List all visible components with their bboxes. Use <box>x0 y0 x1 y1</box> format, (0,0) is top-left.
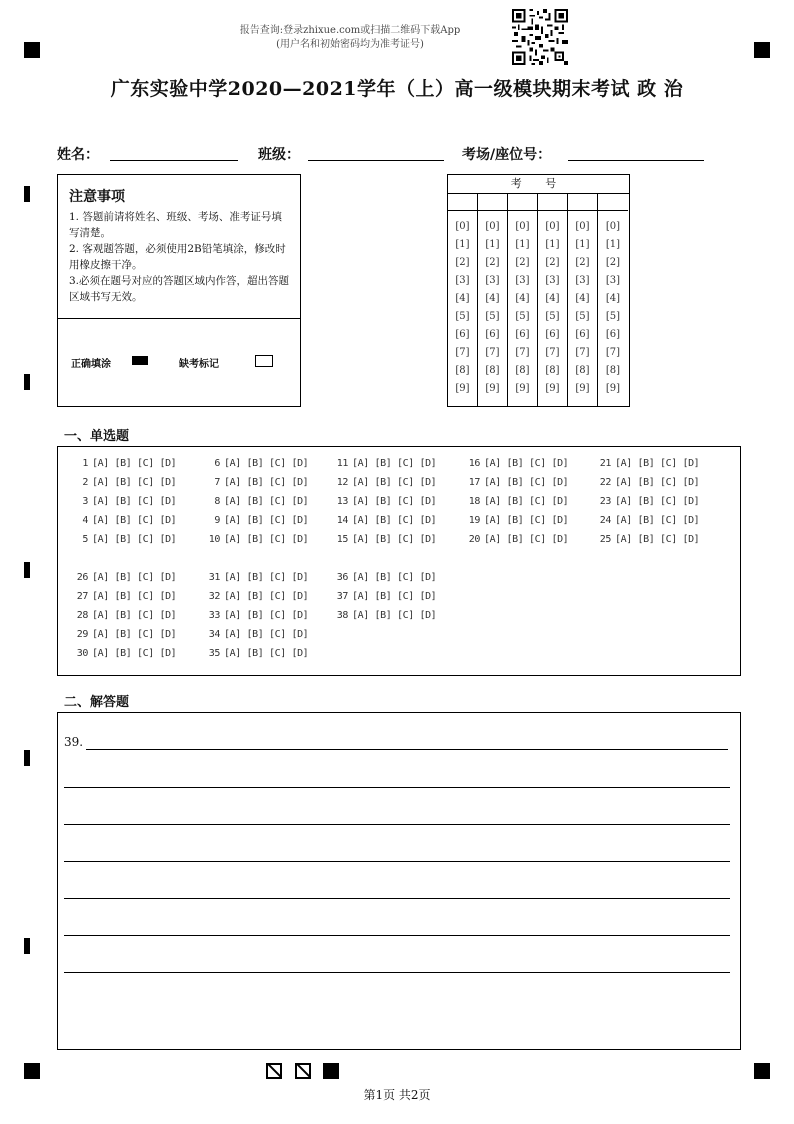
question-number: 34 <box>208 629 220 640</box>
answer-bubbles[interactable]: [A] [B] [C] [D] <box>92 610 177 621</box>
choice-question-row <box>208 534 308 545</box>
exam-digit-bubble[interactable]: [8] <box>605 365 621 376</box>
exam-digit-bubble[interactable]: [3] <box>605 275 621 286</box>
exam-digit-bubble[interactable]: [4] <box>455 293 470 304</box>
choice-question-row <box>208 515 308 526</box>
notice-divider <box>58 318 300 319</box>
answer-bubbles[interactable]: [A] [B] [C] [D] <box>92 534 177 545</box>
exam-digit-bubble[interactable]: [6] <box>575 329 590 340</box>
question-number: 12 <box>336 477 348 488</box>
question-number: 38 <box>336 610 348 621</box>
exam-digit-bubble[interactable]: [4] <box>605 293 621 304</box>
question-number: 35 <box>208 648 220 659</box>
answer-bubbles[interactable]: [A] [B] [C] [D] <box>352 458 437 469</box>
question-number: 4 <box>82 515 88 526</box>
answer-bubbles[interactable]: [A] [B] [C] [D] <box>352 591 437 602</box>
name-label: 姓名： <box>57 147 99 163</box>
timing-mark <box>24 374 30 390</box>
question-number: 27 <box>76 591 88 602</box>
exam-digit-bubble[interactable]: [0] <box>485 221 500 232</box>
exam-number-column <box>568 194 598 406</box>
answer-bubbles[interactable]: [A] [B] [C] [D] <box>352 610 437 621</box>
exam-digit-bubble[interactable]: [1] <box>485 239 500 250</box>
choice-question-row <box>336 591 436 602</box>
question-number: 1 <box>82 458 88 469</box>
question-number: 32 <box>208 591 220 602</box>
page-marker-box <box>323 1063 339 1079</box>
choice-question-row <box>76 629 176 640</box>
exam-number-column <box>538 194 568 406</box>
exam-digit-bubble[interactable]: [2] <box>545 257 560 268</box>
seat-label: 考场/座位号： <box>462 147 552 163</box>
section1-title: 一、单选题 <box>64 429 130 444</box>
exam-digit-bubble[interactable]: [6] <box>485 329 500 340</box>
exam-digit-bubble[interactable]: [7] <box>575 347 590 358</box>
essay-answer-area[interactable] <box>57 712 741 1050</box>
question-number: 20 <box>468 534 480 545</box>
question-number: 15 <box>336 534 348 545</box>
choice-question-row <box>599 515 699 526</box>
answer-bubbles[interactable]: [A] [B] [C] [D] <box>224 591 309 602</box>
exam-digit-bubble[interactable]: [5] <box>575 311 590 322</box>
correct-fill-label: 正确填涂 <box>71 359 111 370</box>
exam-digit-bubble[interactable]: [9] <box>575 383 590 394</box>
question-number: 8 <box>214 496 220 507</box>
notice-box <box>57 174 301 407</box>
qr-code-icon[interactable] <box>512 9 568 65</box>
question-number: 6 <box>214 458 220 469</box>
exam-digit-bubble[interactable]: [0] <box>545 221 560 232</box>
question-number: 9 <box>214 515 220 526</box>
answer-line[interactable] <box>64 787 730 788</box>
answer-bubbles[interactable]: [A] [B] [C] [D] <box>92 572 177 583</box>
login-hint-note: (用户名和初始密码均为准考证号) <box>276 39 424 50</box>
answer-bubbles[interactable]: [A] [B] [C] [D] <box>484 477 569 488</box>
answer-bubbles[interactable]: [A] [B] [C] [D] <box>224 648 309 659</box>
notice-item: 3.必须在题号对应的答题区域内作答，超出答题区域书写无效。 <box>69 275 290 303</box>
choice-question-row <box>336 477 436 488</box>
exam-digit-bubble[interactable]: [5] <box>545 311 560 322</box>
answer-bubbles[interactable]: [A] [B] [C] [D] <box>615 477 700 488</box>
question-number: 13 <box>336 496 348 507</box>
question-number: 7 <box>214 477 220 488</box>
exam-digit-bubble[interactable]: [2] <box>575 257 590 268</box>
exam-digit-bubble[interactable]: [4] <box>545 293 560 304</box>
page-marker-box <box>295 1063 311 1079</box>
question-number: 29 <box>76 629 88 640</box>
answer-bubbles[interactable]: [A] [B] [C] [D] <box>615 515 700 526</box>
answer-bubbles[interactable]: [A] [B] [C] [D] <box>224 629 309 640</box>
answer-bubbles[interactable]: [A] [B] [C] [D] <box>484 534 569 545</box>
choice-question-row <box>208 496 308 507</box>
notice-item: 2. 客观题答题，必须使用2B铅笔填涂，修改时用橡皮擦干净。 <box>69 243 286 271</box>
exam-digit-bubble[interactable]: [7] <box>485 347 500 358</box>
report-query-note: 报告查询:登录zhixue.com或扫描二维码下载App <box>239 25 461 36</box>
question-number: 30 <box>76 648 88 659</box>
choice-question-row <box>468 458 568 469</box>
exam-digit-bubble[interactable]: [8] <box>455 365 470 376</box>
exam-digit-bubble[interactable]: [0] <box>455 221 470 232</box>
exam-digit-bubble[interactable]: [2] <box>455 257 470 268</box>
exam-digit-bubble[interactable]: [9] <box>605 383 621 394</box>
question-number: 36 <box>336 572 348 583</box>
exam-digit-bubble[interactable]: [0] <box>515 221 530 232</box>
choice-question-row <box>76 534 176 545</box>
choice-question-row <box>208 648 308 659</box>
question-39-number: 39. <box>64 735 84 749</box>
answer-bubbles[interactable]: [A] [B] [C] [D] <box>224 610 309 621</box>
exam-number-column <box>478 194 508 406</box>
question-number: 24 <box>599 515 611 526</box>
choice-question-row <box>468 515 568 526</box>
exam-number-write-cell[interactable] <box>538 194 567 211</box>
answer-bubbles[interactable]: [A] [B] [C] [D] <box>224 496 309 507</box>
answer-bubbles[interactable]: [A] [B] [C] [D] <box>352 515 437 526</box>
exam-number-write-cell[interactable] <box>448 194 477 211</box>
exam-digit-bubble[interactable]: [4] <box>515 293 530 304</box>
exam-number-write-cell[interactable] <box>598 194 628 211</box>
exam-digit-bubble[interactable]: [1] <box>605 239 621 250</box>
choice-question-row <box>336 610 436 621</box>
exam-digit-bubble[interactable]: [7] <box>605 347 621 358</box>
exam-number-grid <box>447 174 630 407</box>
choice-question-row <box>76 591 176 602</box>
choice-question-row <box>208 629 308 640</box>
answer-bubbles[interactable]: [A] [B] [C] [D] <box>352 477 437 488</box>
notice-title: 注意事项 <box>69 189 125 205</box>
choice-question-row <box>468 496 568 507</box>
choice-question-row <box>76 458 176 469</box>
exam-digit-bubble[interactable]: [9] <box>455 383 470 394</box>
answer-bubbles[interactable]: [A] [B] [C] [D] <box>92 458 177 469</box>
answer-line[interactable] <box>64 824 730 825</box>
answer-bubbles[interactable]: [A] [B] [C] [D] <box>484 458 569 469</box>
choice-question-row <box>208 572 308 583</box>
question-number: 11 <box>336 458 348 469</box>
exam-digit-bubble[interactable]: [6] <box>455 329 470 340</box>
question-number: 14 <box>336 515 348 526</box>
exam-digit-bubble[interactable]: [0] <box>575 221 590 232</box>
choice-question-row <box>76 610 176 621</box>
exam-digit-bubble[interactable]: [3] <box>575 275 590 286</box>
question-number: 33 <box>208 610 220 621</box>
exam-digit-bubble[interactable]: [7] <box>545 347 560 358</box>
section2-title: 二、解答题 <box>64 695 130 710</box>
name-field[interactable] <box>110 160 238 161</box>
absent-mark-label: 缺考标记 <box>179 359 219 370</box>
exam-number-column <box>598 194 628 406</box>
exam-number-write-cell[interactable] <box>478 194 507 211</box>
answer-bubbles[interactable]: [A] [B] [C] [D] <box>224 572 309 583</box>
exam-number-write-cell[interactable] <box>568 194 597 211</box>
timing-mark <box>24 938 30 954</box>
exam-digit-bubble[interactable]: [3] <box>545 275 560 286</box>
answer-line[interactable] <box>64 898 730 899</box>
choice-question-row <box>468 534 568 545</box>
question-number: 25 <box>599 534 611 545</box>
answer-bubbles[interactable]: [A] [B] [C] [D] <box>615 534 700 545</box>
answer-line[interactable] <box>64 935 730 936</box>
class-label: 班级： <box>258 147 300 163</box>
exam-digit-bubble[interactable]: [6] <box>515 329 530 340</box>
choice-question-row <box>208 477 308 488</box>
answer-bubbles[interactable]: [A] [B] [C] [D] <box>224 515 309 526</box>
question-number: 26 <box>76 572 88 583</box>
exam-digit-bubble[interactable]: [4] <box>575 293 590 304</box>
page-marker-box <box>266 1063 282 1079</box>
choice-question-row <box>336 515 436 526</box>
question-number: 5 <box>82 534 88 545</box>
choice-question-row <box>599 458 699 469</box>
class-field[interactable] <box>308 160 444 161</box>
question-number: 10 <box>208 534 220 545</box>
answer-bubbles[interactable]: [A] [B] [C] [D] <box>224 477 309 488</box>
seat-field[interactable] <box>568 160 704 161</box>
choice-question-row <box>76 477 176 488</box>
exam-digit-bubble[interactable]: [9] <box>485 383 500 394</box>
question-number: 31 <box>208 572 220 583</box>
choice-question-row <box>468 477 568 488</box>
answer-bubbles[interactable]: [A] [B] [C] [D] <box>615 496 700 507</box>
question-number: 23 <box>599 496 611 507</box>
choice-question-row <box>76 648 176 659</box>
question-number: 37 <box>336 591 348 602</box>
answer-bubbles[interactable]: [A] [B] [C] [D] <box>92 477 177 488</box>
answer-bubbles[interactable]: [A] [B] [C] [D] <box>484 515 569 526</box>
choice-question-row <box>336 496 436 507</box>
exam-digit-bubble[interactable]: [5] <box>605 311 621 322</box>
exam-digit-bubble[interactable]: [8] <box>575 365 590 376</box>
notice-item: 1. 答题前请将姓名、班级、考场、准考证号填写清楚。 <box>69 211 282 239</box>
answer-bubbles[interactable]: [A] [B] [C] [D] <box>92 496 177 507</box>
choice-question-row <box>76 572 176 583</box>
exam-number-title: 考 号 <box>448 175 629 194</box>
exam-digit-bubble[interactable]: [6] <box>545 329 560 340</box>
answer-bubbles[interactable]: [A] [B] [C] [D] <box>484 496 569 507</box>
timing-mark <box>24 750 30 766</box>
question-number: 18 <box>468 496 480 507</box>
answer-bubbles[interactable]: [A] [B] [C] [D] <box>92 629 177 640</box>
exam-digit-bubble[interactable]: [4] <box>485 293 500 304</box>
exam-digit-bubble[interactable]: [0] <box>605 221 621 232</box>
answer-bubbles[interactable]: [A] [B] [C] [D] <box>224 534 309 545</box>
choice-question-row <box>336 534 436 545</box>
question-number: 3 <box>82 496 88 507</box>
question-number: 17 <box>468 477 480 488</box>
exam-number-column <box>508 194 538 406</box>
answer-bubbles[interactable]: [A] [B] [C] [D] <box>92 648 177 659</box>
question-number: 2 <box>82 477 88 488</box>
exam-digit-bubble[interactable]: [8] <box>515 365 530 376</box>
exam-digit-bubble[interactable]: [1] <box>455 239 470 250</box>
exam-digit-bubble[interactable]: [2] <box>605 257 621 268</box>
absent-mark-checkbox[interactable] <box>255 355 273 367</box>
corner-mark-bottom-left <box>24 1063 40 1079</box>
corner-mark-top-right <box>754 42 770 58</box>
page-title: 广东实验中学2020—2021学年（上）高一级模块期末考试 政 治 <box>110 78 684 100</box>
answer-bubbles[interactable]: [A] [B] [C] [D] <box>92 591 177 602</box>
question-number: 19 <box>468 515 480 526</box>
exam-digit-bubble[interactable]: [5] <box>485 311 500 322</box>
exam-digit-bubble[interactable]: [6] <box>605 329 621 340</box>
choice-question-row <box>76 515 176 526</box>
exam-digit-bubble[interactable]: [3] <box>515 275 530 286</box>
answer-bubbles[interactable]: [A] [B] [C] [D] <box>224 458 309 469</box>
exam-digit-bubble[interactable]: [1] <box>545 239 560 250</box>
exam-number-write-cell[interactable] <box>508 194 537 211</box>
exam-digit-bubble[interactable]: [1] <box>575 239 590 250</box>
answer-bubbles[interactable]: [A] [B] [C] [D] <box>615 458 700 469</box>
exam-digit-bubble[interactable]: [9] <box>545 383 560 394</box>
exam-digit-bubble[interactable]: [7] <box>455 347 470 358</box>
choice-answer-area <box>57 446 741 676</box>
exam-digit-bubble[interactable]: [9] <box>515 383 530 394</box>
exam-digit-bubble[interactable]: [3] <box>485 275 500 286</box>
exam-digit-bubble[interactable]: [7] <box>515 347 530 358</box>
corner-mark-bottom-right <box>754 1063 770 1079</box>
exam-number-column <box>448 194 478 406</box>
exam-digit-bubble[interactable]: [8] <box>485 365 500 376</box>
choice-question-row <box>599 477 699 488</box>
exam-digit-bubble[interactable]: [1] <box>515 239 530 250</box>
question-number: 16 <box>468 458 480 469</box>
timing-mark <box>24 562 30 578</box>
question-number: 28 <box>76 610 88 621</box>
page-number: 第1页 共2页 <box>363 1088 431 1102</box>
exam-digit-bubble[interactable]: [3] <box>455 275 470 286</box>
exam-digit-bubble[interactable]: [2] <box>515 257 530 268</box>
answer-bubbles[interactable]: [A] [B] [C] [D] <box>352 534 437 545</box>
answer-bubbles[interactable]: [A] [B] [C] [D] <box>352 496 437 507</box>
exam-digit-bubble[interactable]: [5] <box>515 311 530 322</box>
answer-line[interactable] <box>86 749 728 750</box>
corner-mark-top-left <box>24 42 40 58</box>
choice-question-row <box>208 591 308 602</box>
question-number: 21 <box>599 458 611 469</box>
answer-line[interactable] <box>64 972 730 973</box>
choice-question-row <box>208 458 308 469</box>
exam-digit-bubble[interactable]: [2] <box>485 257 500 268</box>
choice-question-row <box>208 610 308 621</box>
answer-bubbles[interactable]: [A] [B] [C] [D] <box>92 515 177 526</box>
timing-mark <box>24 186 30 202</box>
exam-digit-bubble[interactable]: [5] <box>455 311 470 322</box>
choice-question-row <box>336 572 436 583</box>
choice-question-row <box>336 458 436 469</box>
correct-fill-sample <box>132 356 148 365</box>
choice-question-row <box>76 496 176 507</box>
choice-question-row <box>599 496 699 507</box>
answer-line[interactable] <box>64 861 730 862</box>
answer-bubbles[interactable]: [A] [B] [C] [D] <box>352 572 437 583</box>
notice-body <box>69 209 291 305</box>
exam-digit-bubble[interactable]: [8] <box>545 365 560 376</box>
choice-question-row <box>599 534 699 545</box>
question-number: 22 <box>599 477 611 488</box>
